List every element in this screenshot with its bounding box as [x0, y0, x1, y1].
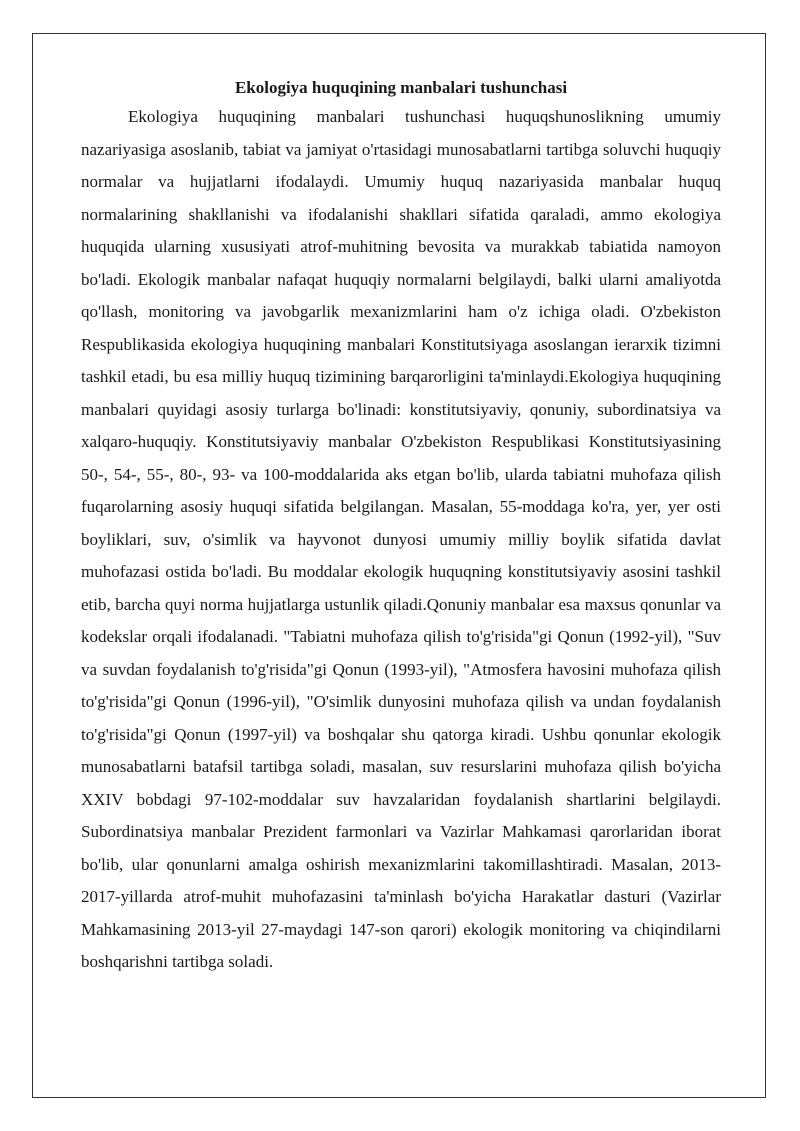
document-title: Ekologiya huquqining manbalari tushunchasi	[234, 78, 568, 97]
document-body	[81, 74, 721, 979]
body-paragraph: Ekologiya huquqining manbalari tushunchasi huquqshunoslikning umumiy nazariyasiga asoslanib, tabiat va jamiyat o'rtasidagi munosabatlarni tartibga soluvchi huquqiy normalar va hujjatlarni ifodalaydi. Umumiy huquq nazariyasida manbalar huquq normalarining shakllanishi va ifodalanishi shakllari sifatida qaraladi, ammo ekologiya huquqida ularning xususiyati atrof-muhitning bevosita va murakkab tabiatida namoyon bo'ladi. Ekologik manbalar nafaqat huquqiy normalarni belgilaydi, balki ularni amaliyotda qo'llash, monitoring va javobgarlik mexanizmlarini ham o'z ichiga oladi. O'zbekiston Respublikasida ekologiya huquqining manbalari Konstitutsiyaga asoslangan ierarxik tizimni tashkil etadi, bu esa milliy huquq tizimining barqarorligini ta'minlaydi.Ekologiya huquqining manbalari quyidagi asosiy turlarga bo'linadi: konstitutsiyaviy, qonuniy, subordinatsiya va xalqaro-huquqiy. Konstitutsiyaviy manbalar O'zbekiston Respublikasi Konstitutsiyasining 50-, 54-, 55-, 80-, 93- va 100-moddalarida aks etgan bo'lib, ularda tabiatni muhofaza qilish fuqarolarning asosiy huquqi sifatida belgilangan. Masalan, 55-moddaga ko'ra, yer, yer osti boyliklari, suv, o'simlik va hayvonot dunyosi umumiy milliy boylik sifatida davlat muhofazasi ostida bo'ladi. Bu moddalar ekologik huquqning konstitutsiyaviy asosini tashkil etib, barcha quyi norma hujjatlarga ustunlik qiladi.Qonuniy manbalar esa maxsus qonunlar va kodekslar orqali ifodalanadi. "Tabiatni muhofaza qilish to'g'risida"gi Qonun (1992-yil), "Suv va suvdan foydalanish to'g'risida"gi Qonun (1993-yil), "Atmosfera havosini muhofaza qilish to'g'risida"gi Qonun (1996-yil), "O'simlik dunyosini muhofaza qilish va undan foydalanish to'g'risida"gi Qonun (1997-yil) va boshqalar shu qatorga kiradi. Ushbu qonunlar ekologik munosabatlarni batafsil tartibga soladi, masalan, suv resurslarini muhofaza qilish bo'yicha XXIV bobdagi 97-102-moddalar suv havzalaridan foydalanish shartlarini belgilaydi. Subordinatsiya manbalar Prezident farmonlari va Vazirlar Mahkamasi qarorlaridan iborat bo'lib, ular qonunlarni amalga oshirish mexanizmlarini takomillashtiradi. Masalan, 2013-2017-yillarda atrof-muhit muhofazasini ta'minlash bo'yicha Harakatlar dasturi (Vazirlar Mahkamasining 2013-yil 27-maydagi 147-son qarori) ekologik monitoring va chiqindilarni boshqarishni tartibga soladi.	[81, 107, 721, 971]
